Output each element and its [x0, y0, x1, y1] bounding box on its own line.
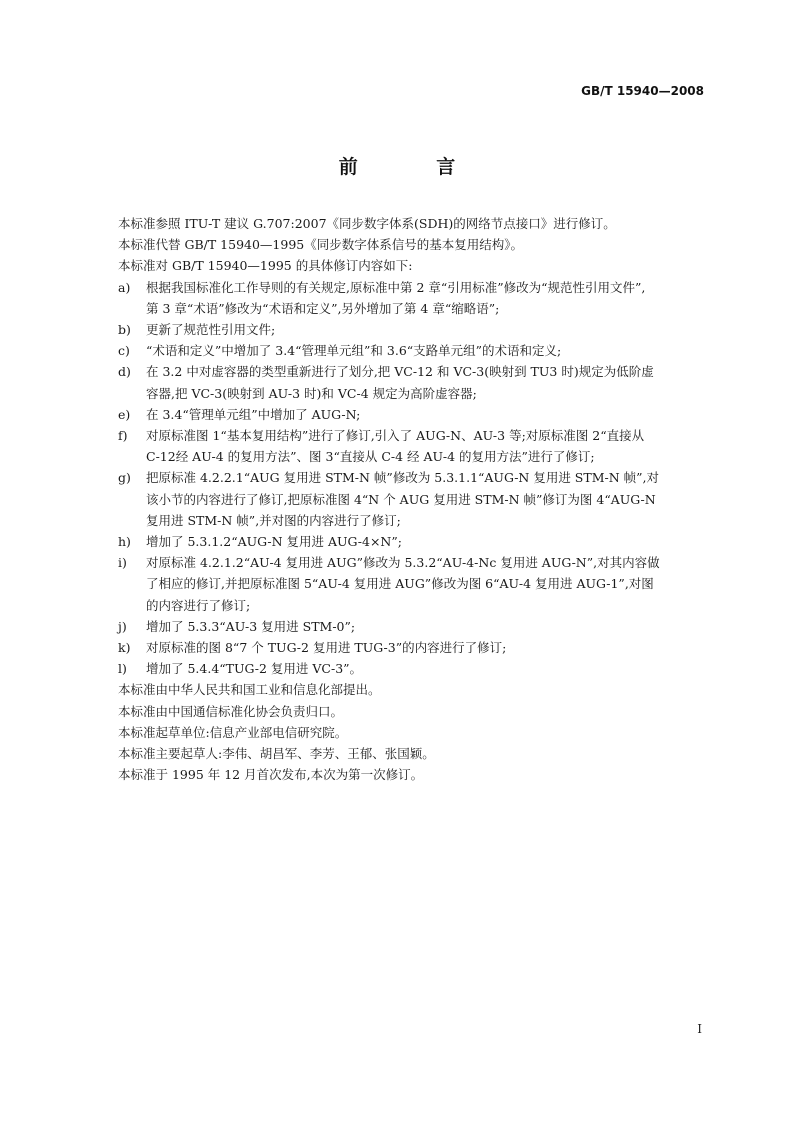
list-item-line: 根据我国标准化工作导则的有关规定,原标准中第 2 章“引用标准”修改为“规范性引用文件”,	[146, 279, 646, 295]
list-item-line: 的内容进行了修订;	[146, 597, 251, 613]
standard-number: GB/T 15940—2008	[581, 84, 704, 98]
closing-paragraph: 本标准起草单位:信息产业部电信研究院。	[118, 724, 348, 740]
list-marker: g)	[118, 470, 131, 486]
outro-section	[118, 679, 708, 785]
list-item-line: 对原标准的图 8“7 个 TUG-2 复用进 TUG-3”的内容进行了修订;	[146, 640, 507, 656]
list-item	[118, 616, 708, 637]
list-marker: l)	[118, 661, 127, 677]
closing-paragraph: 本标准主要起草人:李伟、胡昌军、李芳、王郁、张国颖。	[118, 746, 435, 762]
list-marker: f)	[118, 428, 128, 444]
list-item-line: 该小节的内容进行了修订,把原标准图 4“N 个 AUG 复用进 STM-N 帧”修订为图 4“AUG-N	[146, 491, 656, 507]
list-marker: a)	[118, 279, 131, 295]
list-item	[118, 467, 708, 531]
closing-paragraph: 本标准于 1995 年 12 月首次发布,本次为第一次修订。	[118, 767, 424, 783]
list-item-line: 了相应的修订,并把原标准图 5“AU-4 复用进 AUG”修改为图 6“AU-4 复用进 AUG-1”,对图	[146, 576, 654, 592]
list-marker: h)	[118, 534, 131, 550]
list-item-line: 复用进 STM-N 帧”,并对图的内容进行了修订;	[146, 512, 401, 528]
list-item-line: 增加了 5.4.4“TUG-2 复用进 VC-3”。	[146, 661, 363, 677]
list-marker: d)	[118, 364, 131, 380]
list-item	[118, 658, 708, 679]
list-item-line: “术语和定义”中增加了 3.4“管理单元组”和 3.6“支路单元组”的术语和定义;	[146, 343, 562, 359]
list-item-line: 对原标准图 1“基本复用结构”进行了修订,引入了 AUG-N、AU-3 等;对原标准图 2“直接从	[146, 428, 645, 444]
list-marker: c)	[118, 343, 130, 359]
list-item	[118, 277, 708, 319]
list-item	[118, 637, 708, 658]
list-item-line: 第 3 章“术语”修改为“术语和定义”,另外增加了第 4 章“缩略语”;	[146, 300, 500, 316]
list-marker: j)	[118, 618, 127, 634]
page-title: 前 言	[338, 156, 492, 178]
list-item-line: 对原标准 4.2.1.2“AU-4 复用进 AUG”修改为 5.3.2“AU-4-Nc 复用进 AUG-N”,对其内容做	[146, 555, 660, 571]
list-marker: e)	[118, 406, 131, 422]
list-marker: b)	[118, 322, 131, 338]
list-item	[118, 531, 708, 552]
closing-paragraph: 本标准由中华人民共和国工业和信息化部提出。	[118, 682, 381, 698]
list-item-line: 更新了规范性引用文件;	[146, 322, 276, 338]
list-item	[118, 404, 708, 425]
list-marker: i)	[118, 555, 127, 571]
list-marker: k)	[118, 640, 131, 656]
list-item	[118, 361, 708, 403]
intro-paragraph: 本标准对 GB/T 15940—1995 的具体修订内容如下:	[118, 258, 413, 274]
list-item	[118, 319, 708, 340]
list-item-line: 增加了 5.3.1.2“AUG-N 复用进 AUG-4×N”;	[146, 534, 402, 550]
list-item-line: 容器,把 VC-3(映射到 AU-3 时)和 VC-4 规定为高阶虚容器;	[146, 385, 477, 401]
intro-paragraph: 本标准参照 ITU-T 建议 G.707:2007《同步数字体系(SDH)的网络节点接口》进行修订。	[118, 216, 616, 231]
list-item-line: 增加了 5.3.3“AU-3 复用进 STM-0”;	[146, 618, 356, 634]
intro-section	[118, 213, 708, 277]
list-item	[118, 425, 708, 467]
document-body	[118, 213, 708, 785]
revision-list	[118, 277, 708, 680]
closing-paragraph: 本标准由中国通信标准化协会负责归口。	[118, 703, 344, 719]
list-item	[118, 340, 708, 361]
list-item-line: 在 3.2 中对虚容器的类型重新进行了划分,把 VC-12 和 VC-3(映射到 TU3 时)规定为低阶虚	[146, 364, 654, 380]
intro-paragraph: 本标准代替 GB/T 15940—1995《同步数字体系信号的基本复用结构》。	[118, 237, 523, 253]
page-number: I	[697, 1022, 702, 1036]
list-item-line: 把原标准 4.2.2.1“AUG 复用进 STM-N 帧”修改为 5.3.1.1“AUG-N 复用进 STM-N 帧”,对	[146, 470, 659, 486]
list-item	[118, 552, 708, 616]
list-item-line: C-12经 AU-4 的复用方法”、图 3“直接从 C-4 经 AU-4 的复用方法”进行了修订;	[146, 449, 595, 465]
list-item-line: 在 3.4“管理单元组”中增加了 AUG-N;	[146, 406, 361, 422]
